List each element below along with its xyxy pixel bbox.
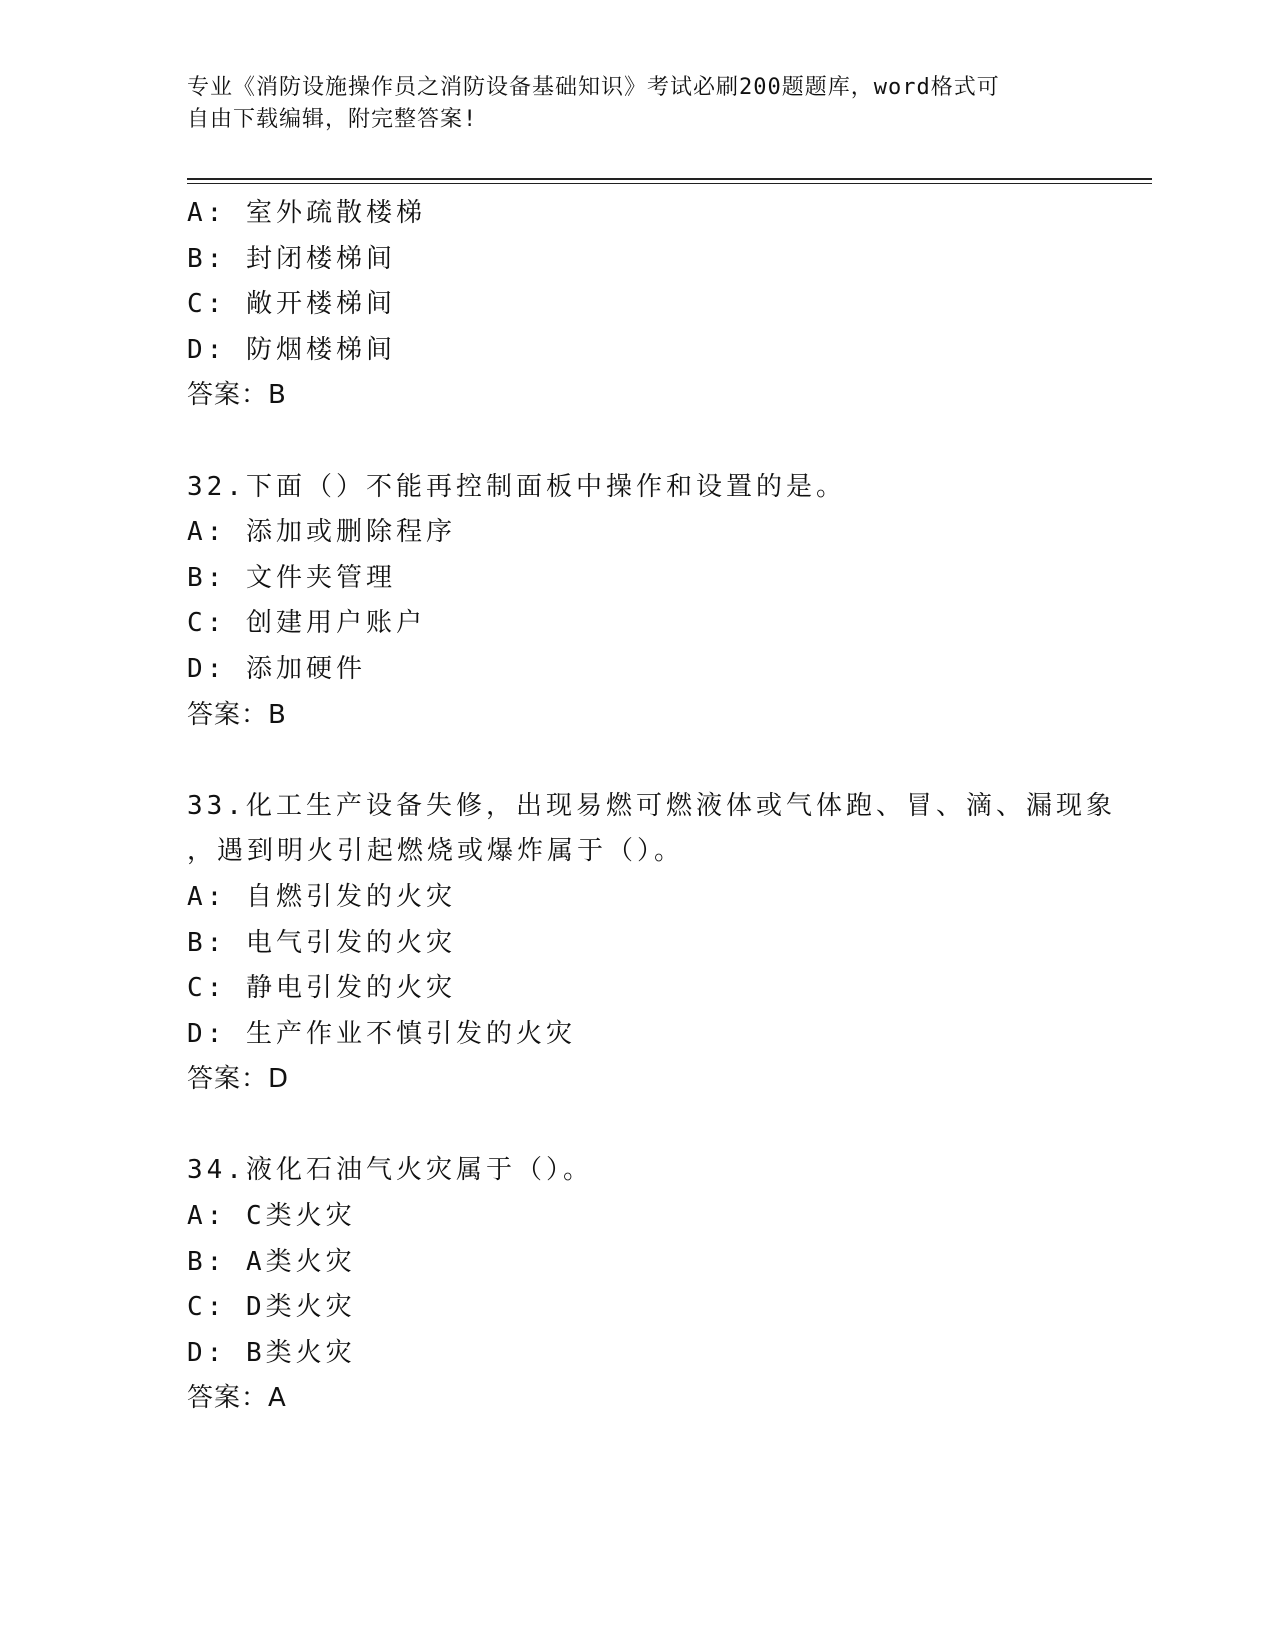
question-text-line-1: 33.化工生产设备失修，出现易燃可燃液体或气体跑、冒、滴、漏现象 — [187, 790, 1116, 821]
answer-text: 答案：D — [187, 1064, 290, 1095]
option-b: B: 电气引发的火灾 — [187, 927, 456, 958]
spacer — [187, 738, 1137, 784]
option-d: D: B类火灾 — [187, 1337, 356, 1368]
option-b: B: A类火灾 — [187, 1246, 356, 1277]
header-line-1: 专业《消防设施操作员之消防设备基础知识》考试必刷200题题库，word格式可 — [187, 75, 1000, 100]
option-a: A: 室外疏散楼梯 — [187, 198, 426, 228]
question-31 — [187, 191, 1137, 419]
header-divider — [187, 178, 1152, 184]
spacer — [187, 419, 1137, 465]
option-c: C: 静电引发的火灾 — [187, 973, 456, 1004]
question-34 — [187, 1148, 1137, 1422]
question-32 — [187, 465, 1137, 739]
option-c: C: D类火灾 — [187, 1292, 356, 1323]
option-a: A: 添加或删除程序 — [187, 517, 456, 548]
document-header — [187, 72, 1087, 136]
option-a: A: C类火灾 — [187, 1201, 356, 1232]
question-text-line-2: ，遇到明火引起燃烧或爆炸属于（）。 — [187, 836, 685, 867]
option-b: B: 封闭楼梯间 — [187, 243, 396, 274]
question-text: 34.液化石油气火灾属于（）。 — [187, 1155, 593, 1186]
option-d: D: 防烟楼梯间 — [187, 334, 396, 365]
answer-text: 答案：B — [187, 380, 287, 411]
option-a: A: 自燃引发的火灾 — [187, 881, 456, 912]
answer-text: 答案：B — [187, 699, 287, 730]
option-b: B: 文件夹管理 — [187, 562, 396, 593]
header-line-2: 自由下载编辑，附完整答案! — [187, 107, 478, 132]
question-list — [187, 191, 1137, 1422]
question-text: 32.下面（）不能再控制面板中操作和设置的是。 — [187, 471, 846, 502]
option-d: D: 生产作业不慎引发的火灾 — [187, 1018, 576, 1049]
option-d: D: 添加硬件 — [187, 653, 366, 684]
option-c: C: 创建用户账户 — [187, 608, 426, 639]
answer-text: 答案：A — [187, 1383, 287, 1414]
question-33 — [187, 784, 1137, 1103]
spacer — [187, 1103, 1137, 1149]
option-c: C: 敞开楼梯间 — [187, 289, 396, 320]
